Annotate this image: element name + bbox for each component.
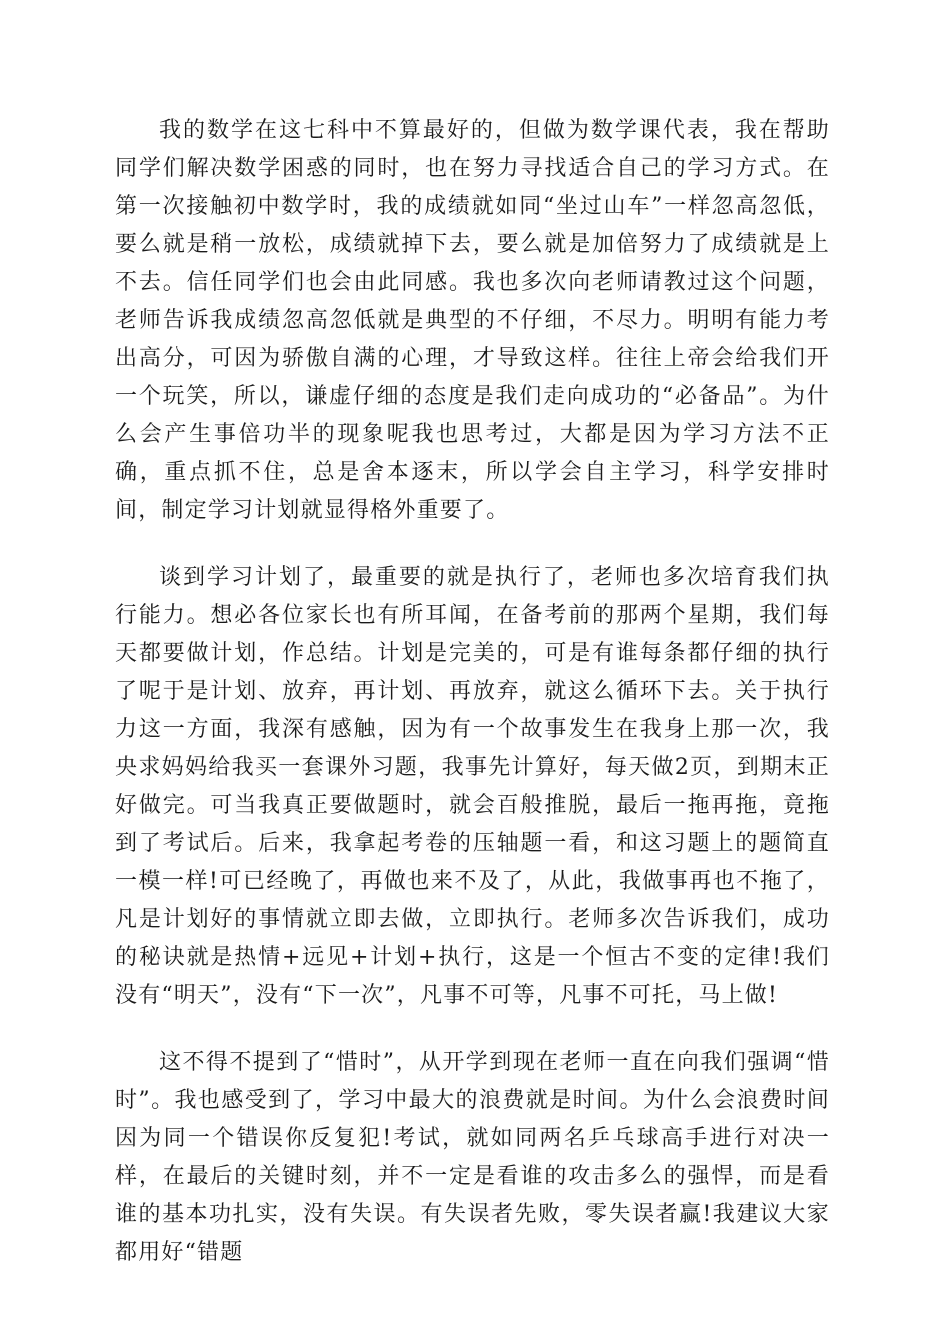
paragraph-math-study: 我的数学在这七科中不算最好的，但做为数学课代表，我在帮助同学们解决数学困惑的同时，也在努力寻找适合自己的学习方式。在第一次接触初中数学时，我的成绩就如同“坐过山车”一样忽高忽低，要么就是稍一放松，成绩就掉下去，要么就是加倍努力了成绩就是上不去。信任同学们也会由此同感。我也多次向老师请教过这个问题，老师告诉我成绩忽高忽低就是典型的不仔细，不尽力。明明有能力考出高分，可因为骄傲自满的心理，才导致这样。往往上帝会给我们开一个玩笑，所以，谦虚仔细的态度是我们走向成功的“必备品”。为什么会产生事倍功半的现象呢我也思考过，大都是因为学习方法不正确，重点抓不住，总是舍本逐末，所以学会自主学习，科学安排时间，制定学习计划就显得格外重要了。 — [115, 118, 830, 523]
paragraph-study-plan: 谈到学习计划了，最重要的就是执行了，老师也多次培育我们执行能力。想必各位家长也有所耳闻，在备考前的那两个星期，我们每天都要做计划，作总结。计划是完美的，可是有谁每条都仔细的执行了呢于是计划、放弃，再计划、再放弃，就这么循环下去。关于执行力这一方面，我深有感触，因为有一个故事发生在我身上那一次，我央求妈妈给我买一套课外习题，我事先计算好，每天做2页，到期末正好做完。可当我真正要做题时，就会百般推脱，最后一拖再拖，竟拖到了考试后。后来，我拿起考卷的压轴题一看，和这习题上的题简直一模一样!可已经晚了，再做也来不及了，从此，我做事再也不拖了，凡是计划好的事情就立即去做，立即执行。老师多次告诉我们，成功的秘诀就是热情+远见+计划+执行，这是一个恒古不变的定律!我们没有“明天”，没有“下一次”，凡事不可等，凡事不可托，马上做! — [115, 565, 830, 1008]
document-body — [115, 112, 830, 1301]
paragraph-cherish-time: 这不得不提到了“惜时”，从开学到现在老师一直在向我们强调“惜时”。我也感受到了，学习中最大的浪费就是时间。为什么会浪费时间因为同一个错误你反复犯!考试，就如同两名乒乓球高手进行对决一样，在最后的关键时刻，并不一定是看谁的攻击多么的强悍，而是看谁的基本功扎实，没有失误。有失误者先败，零失误者赢!我建议大家都用好“错题 — [115, 1050, 830, 1265]
